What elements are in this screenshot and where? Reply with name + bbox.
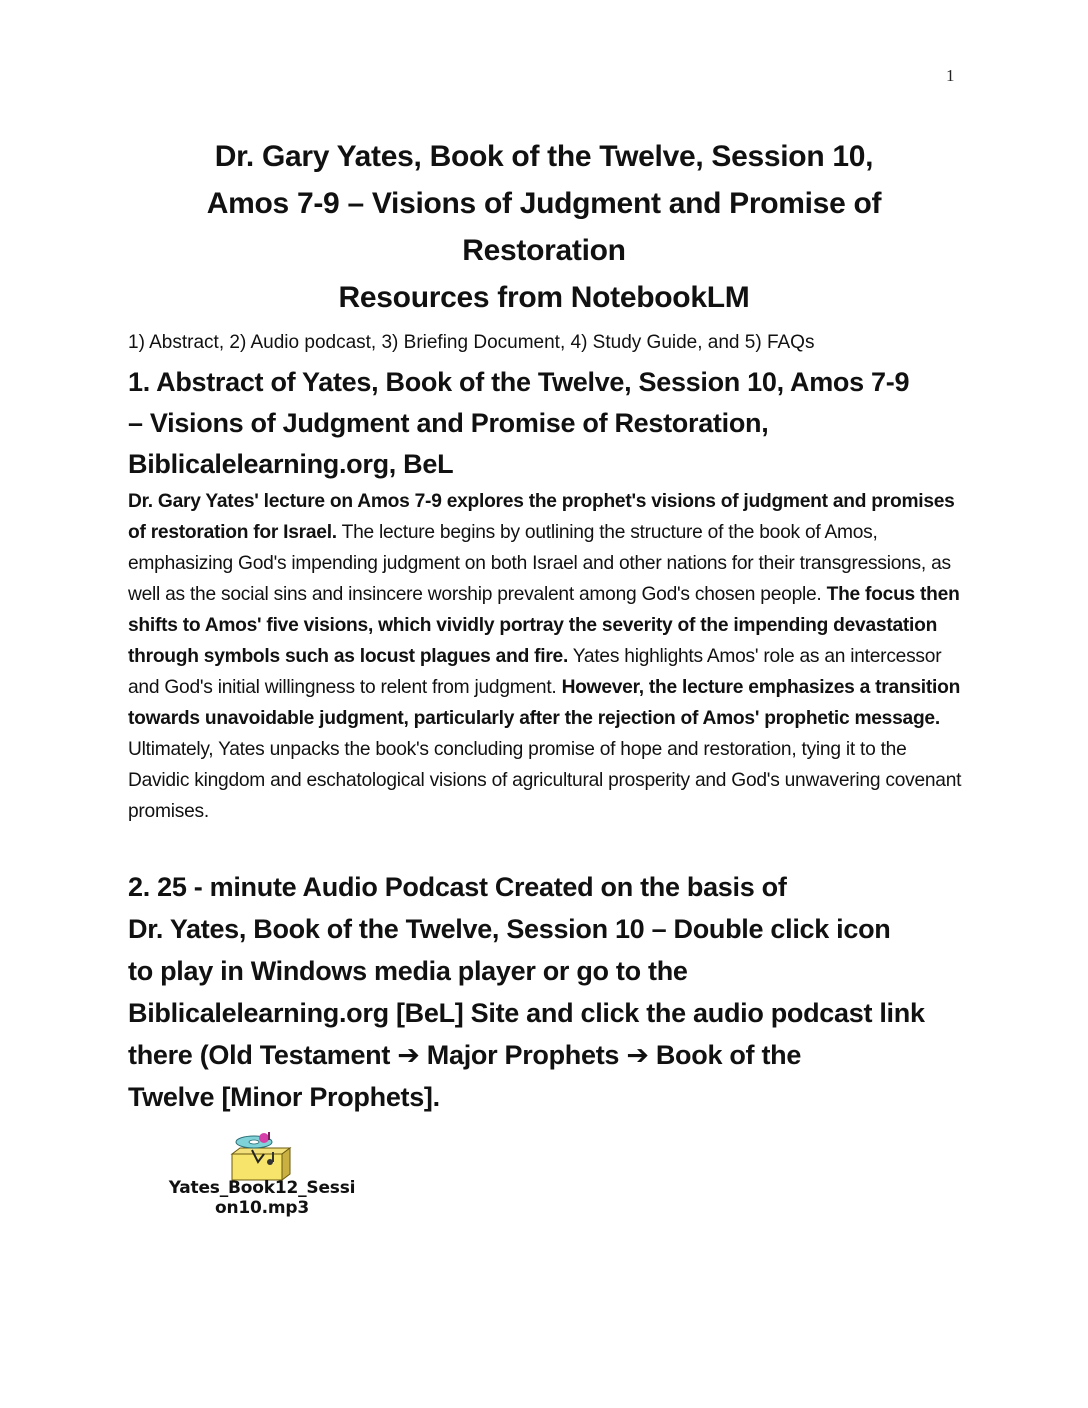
media-package-icon — [224, 1132, 300, 1182]
title-line: Dr. Gary Yates, Book of the Twelve, Session 10, — [214, 140, 874, 173]
abstract-text: The lecture begins by outlining the structure of the book of Amos, emphasizing God's impending judgment on both Israel and other nations for their transgressions, as well as the social sins and insincere worship prevalent among God's chosen people. — [128, 522, 951, 605]
file-label-line: on10.mp3 — [214, 1198, 309, 1218]
page-number: 1 — [946, 66, 955, 85]
section-1-heading — [128, 362, 968, 485]
abstract-text: Yates highlights Amos' role as an intercessor and God's initial willingness to relent from judgment. — [128, 646, 942, 698]
section-2-heading — [128, 866, 968, 1118]
abstract-paragraph — [128, 486, 964, 827]
resources-list: 1) Abstract, 2) Audio podcast, 3) Briefing Document, 4) Study Guide, and 5) FAQs — [128, 332, 815, 353]
heading-line: Twelve [Minor Prophets]. — [128, 1082, 440, 1112]
heading-line: – Visions of Judgment and Promise of Restoration, — [128, 408, 769, 438]
heading-line: Book of the — [648, 1040, 802, 1070]
title-line: Restoration — [462, 234, 626, 267]
heading-line: Major Prophets — [419, 1040, 627, 1070]
arrow-right-icon: ➔ — [626, 1040, 649, 1070]
file-label-line: Yates_Book12_Sessi — [168, 1178, 356, 1198]
abstract-bold-text: However, the lecture emphasizes a transition towards unavoidable judgment, particularly after the rejection of Amos' prophetic message. — [128, 677, 961, 729]
title-line: Resources from NotebookLM — [338, 281, 750, 314]
heading-line: Dr. Yates, Book of the Twelve, Session 10 – Double click icon — [128, 914, 891, 944]
title-line: Amos 7-9 – Visions of Judgment and Promise of — [206, 187, 882, 220]
heading-line: to play in Windows media player or go to the — [128, 956, 688, 986]
abstract-text: Ultimately, Yates unpacks the book's concluding promise of hope and restoration, tying it to the Davidic kingdom and eschatological visions of agricultural prosperity and God's unwavering covenant promises. — [128, 739, 962, 822]
heading-line: 2. 25 - minute Audio Podcast Created on the basis of — [128, 872, 787, 902]
page-title — [100, 133, 988, 321]
audio-file-icon[interactable] — [128, 1132, 396, 1218]
heading-line: Biblicalelearning.org [BeL] Site and click the audio podcast link — [128, 998, 925, 1028]
heading-line: there (Old Testament — [128, 1040, 398, 1070]
heading-line: Biblicalelearning.org, BeL — [128, 449, 454, 479]
abstract-bold-text: Dr. Gary Yates' lecture on Amos 7-9 explores the prophet's visions of judgment and promises of restoration for Israel. — [128, 491, 955, 543]
audio-file-label — [128, 1178, 396, 1218]
abstract-bold-text: The focus then shifts to Amos' five visions, which vividly portray the severity of the impending devastation through symbols such as locust plagues and fire. — [128, 584, 960, 667]
heading-line: 1. Abstract of Yates, Book of the Twelve, Session 10, Amos 7-9 — [128, 367, 910, 397]
arrow-right-icon: ➔ — [397, 1040, 420, 1070]
